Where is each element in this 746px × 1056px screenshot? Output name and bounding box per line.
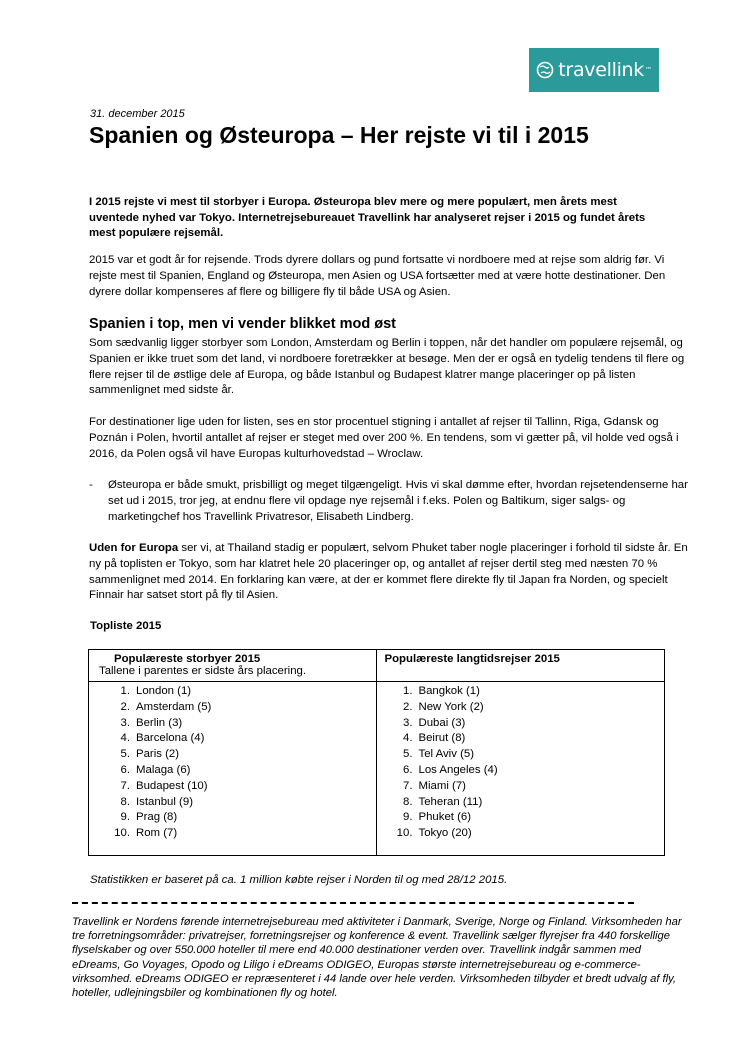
city-ranking-heading: Populæreste storbyer 2015 (114, 653, 261, 665)
quote-dash: - (89, 479, 93, 491)
paragraph-3-text: ser vi, at Thailand stadig er populært, selvom Phuket taber nogle placeringer i forhold til sidste år. En ny på toplisten er Tokyo, som har klatret hele 20 placeringer op, og antallet af rejser dertil steg med næsten 70 % sammenlignet med 2014. En forklaring kan være, at der er kommet flere direkte fly til Japan fra Norden, og specielt Finnair har satset stort på fly til Asien. (89, 542, 688, 602)
toplist-title: Topliste 2015 (90, 620, 162, 632)
company-boilerplate: Travellink er Nordens førende internetrejsebureau med aktiviteter i Danmark, Sverige, Norge og Finland. Virksomheden har tre forretningsområder: privatrejser, forretningsrejser og konference & event. Travellink sælger flyrejser fra 440 forskellige flyselskaber og over 550.000 hoteller til mere end 40.000 destinationer verden over. Travellink indgår sammen med eDreams, Go Voyages, Opodo og Liligo i eDreams ODIGEO, Europas største internetrejsebureau og e-commerce-virksomhed. eDreams ODIGEO er repræsenteret i 44 lande over hele verden. Virksomheden tilbyder et bredt udvalg af fly, hoteller, udlejningsbiler og kombinationen fly og hotel. (72, 916, 682, 1000)
list-item: 8. Istanbul (9) (120, 795, 193, 808)
list-item: 3. Berlin (3) (120, 716, 183, 729)
longhaul-ranking-column (377, 650, 665, 855)
dashed-divider (72, 902, 634, 904)
list-item: 7. Budapest (10) (120, 779, 208, 792)
page-title: Spanien og Østeuropa – Her rejste vi til i 2015 (89, 122, 589, 148)
city-ranking-note: Tallene i parentes er sidste års placering. (99, 665, 307, 677)
list-item: 6. Los Angeles (4) (403, 763, 498, 776)
list-item: 1. Bangkok (1) (403, 685, 480, 697)
list-item: 2. Amsterdam (5) (120, 700, 212, 713)
list-item: 9. Prag (8) (120, 811, 178, 824)
intro-paragraph: 2015 var et godt år for rejsende. Trods dyrere dollars og pund fortsatte vi nordboere med at rejse som aldrig før. Vi rejste mest til Spanien, England og Østeuropa, men Asien og USA fortsætter med at være hotte destinationer. Den dyrere dollar kompenseres af flere og billigere fly til både USA og Asien. (89, 254, 666, 298)
list-item: 3. Dubai (3) (403, 716, 466, 729)
lead-paragraph: I 2015 rejste vi mest til storbyer i Europa. Østeuropa blev mere og mere populært, men årets mest uventede nyhed var Tokyo. Internetrejsebureauet Travellink har analyseret rejser i 2015 og fundet årets mest populære rejsemål. (89, 196, 646, 239)
globe-icon (536, 61, 554, 79)
longhaul-ranking-heading: Populæreste langtidsrejser 2015 (384, 653, 560, 665)
body-paragraph-2: For destinationer lige uden for listen, ses en stor procentuel stigning i antallet af rejser til Tallinn, Riga, Gdansk og Poznán i Polen, hvortil antallet af rejser er steget med over 200 %. En tendens, som vi gætter på, vil holde ved også i 2016, da Polen også vil have Europas kulturhovedstad – Wroclaw. (89, 416, 679, 460)
toplist-table (88, 649, 665, 856)
list-item: 6. Malaga (6) (120, 763, 191, 776)
list-item: 2. New York (2) (403, 700, 484, 713)
body-paragraph-1: Som sædvanlig ligger storbyer som London, Amsterdam og Berlin i toppen, når det handler om populære rejsemål, og Spanien er ikke truet som det land, vi nordboere foretrækker at besøge. Men der er også en tydelig tendens til flere og flere rejser til de østlige dele af Europa, og både Istanbul og Budapest klatrer mange placeringer op på listen sammenlignet med sidste år. (89, 337, 685, 397)
logo-text: travellink (558, 59, 645, 81)
list-item: 8. Teheran (11) (403, 795, 483, 808)
longhaul-ranking-list (377, 684, 665, 842)
quote-block (89, 478, 689, 525)
quote-text: Østeuropa er både smukt, prisbilligt og meget tilgængeligt. Hvis vi skal dømme efter, hvordan rejsetendenserne har set ud i 2015, tror jeg, at endnu flere vil opdage nye rejsemål i f.eks. Polen og Baltikum, siger salgs- og marketingchef hos Travellink Privatresor, Elisabeth Lindberg. (108, 479, 688, 523)
list-item: 4. Barcelona (4) (120, 732, 205, 745)
list-item: 7. Miami (7) (403, 779, 466, 792)
list-item: 1. London (1) (120, 685, 192, 697)
list-item: 10. Tokyo (20) (396, 827, 472, 840)
press-release-date: 31. december 2015 (90, 108, 185, 120)
list-item: 5. Paris (2) (120, 748, 180, 761)
list-item: 5. Tel Aviv (5) (403, 748, 474, 761)
body-paragraph-3 (89, 541, 689, 604)
city-ranking-list (89, 684, 376, 842)
city-ranking-column (89, 650, 377, 855)
list-item: 10. Rom (7) (114, 827, 178, 840)
statistics-caption: Statistikken er baseret på ca. 1 million købte rejser i Norden til og med 28/12 2015. (90, 874, 508, 886)
list-item: 9. Phuket (6) (403, 811, 472, 824)
logo-trademark: ™ (645, 66, 652, 74)
longhaul-ranking-header (377, 650, 665, 682)
travellink-logo (529, 48, 659, 92)
city-ranking-header (89, 650, 376, 682)
paragraph-lead-in: Uden for Europa (89, 542, 179, 554)
section-heading: Spanien i top, men vi vender blikket mod øst (89, 316, 396, 332)
list-item: 4. Beirut (8) (403, 732, 466, 745)
